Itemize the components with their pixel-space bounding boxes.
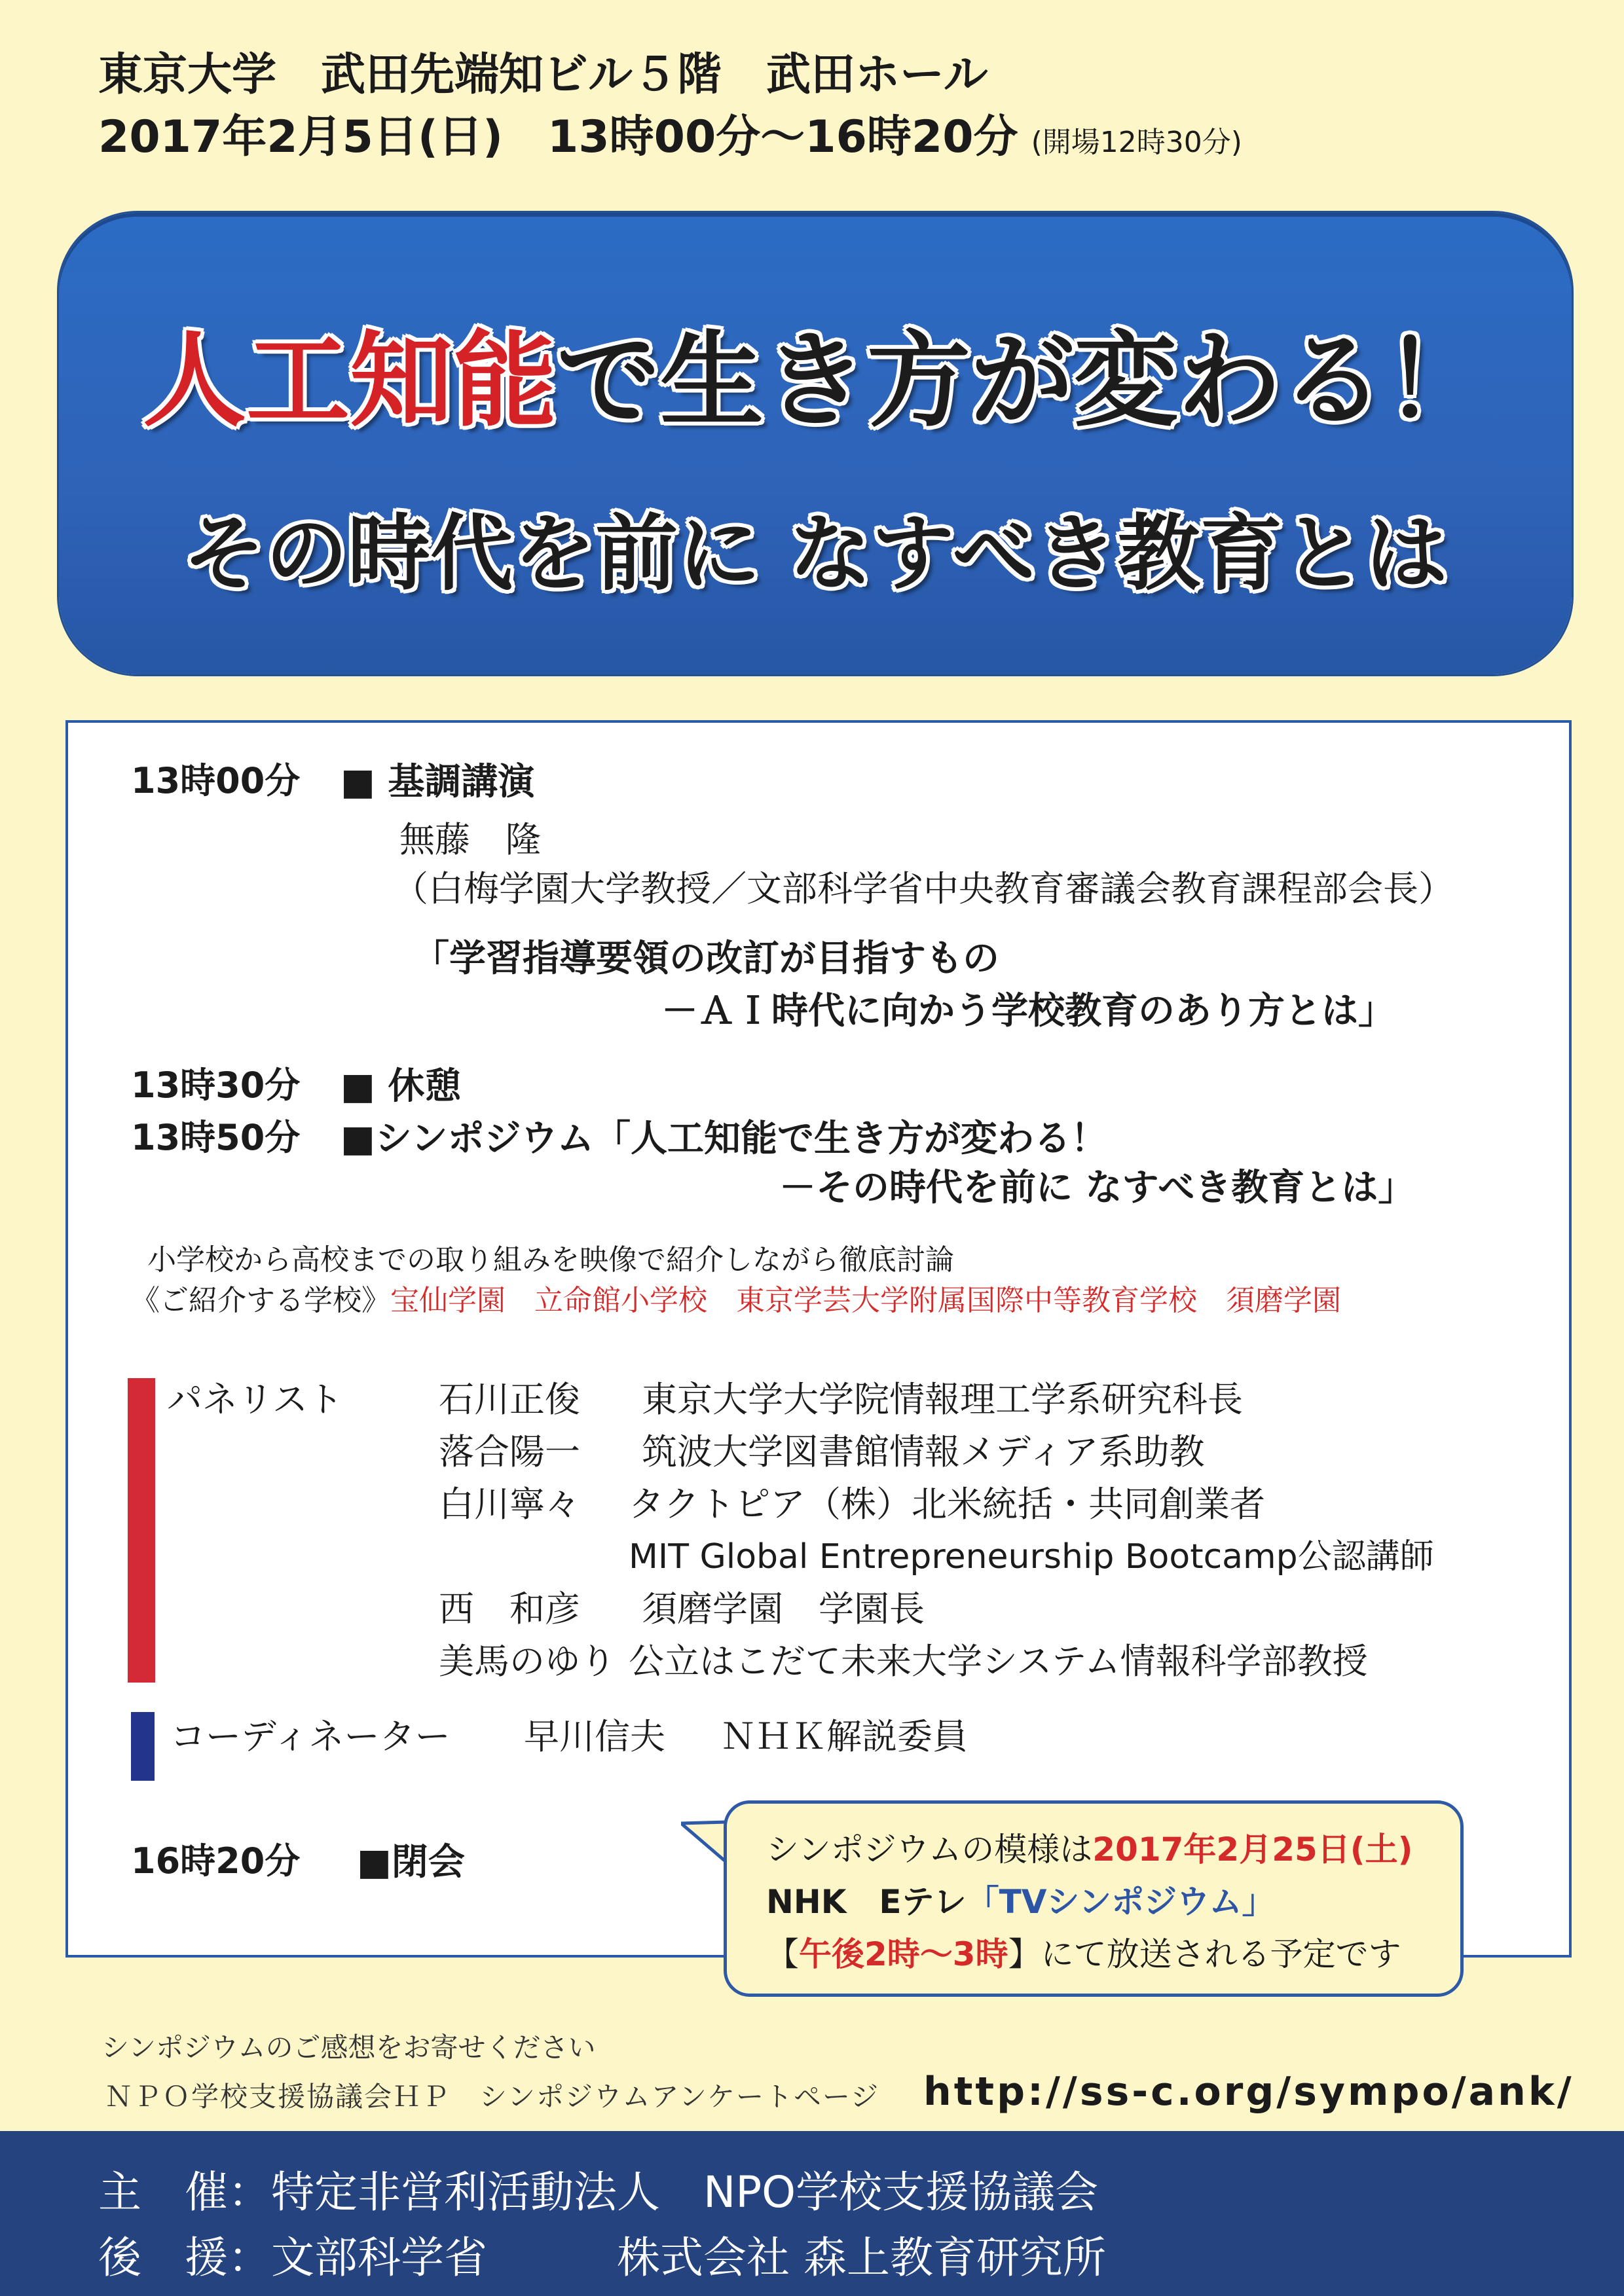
- broadcast-line-2: [766, 1876, 1275, 1923]
- broadcast-channel: NHK Eテレ: [766, 1883, 967, 1921]
- broadcast-intro: シンポジウムの模様は: [766, 1831, 1093, 1868]
- host-line: 主 催：特定非営利活動法人 NPO学校支援協議会: [98, 2167, 1099, 2217]
- coordinator-name: 早川信夫: [524, 1716, 665, 1757]
- date-heading: [98, 101, 1242, 165]
- title-rest: で生き方が変わる！: [557, 321, 1488, 441]
- keynote-lecture-title: 「学習指導要領の改訂が目指すもの: [413, 938, 999, 980]
- title-banner: [59, 213, 1572, 674]
- panelist-role: 筑波大学図書館情報メディア系助教: [642, 1431, 1205, 1472]
- symposium-time: 13時50分: [131, 1117, 301, 1158]
- panelist-name: 落合陽一: [439, 1431, 580, 1472]
- broadcast-schedule: 】にて放送される予定です: [1008, 1935, 1401, 1973]
- broadcast-time: 午後2時～3時: [799, 1935, 1008, 1973]
- panelist-role: MIT Global Entrepreneurship Bootcamp公認講師: [629, 1537, 1434, 1576]
- feedback-page: ＮＰＯ学校支援協議会ＨＰ シンポジウムアンケートページ: [105, 2081, 880, 2113]
- keynote-affiliation: （白梅学園大学教授／文部科学省中央教育審議会教育課程部会長）: [393, 868, 1454, 909]
- panelist-name: 美馬のゆり: [439, 1641, 616, 1682]
- panelist-name: 白川寧々: [439, 1484, 580, 1525]
- keynote-lecture-subtitle: －ＡＩ時代に向かう学校教育のあり方とは」: [661, 990, 1395, 1032]
- symposium-description: 小学校から高校までの取り組みを映像で紹介しながら徹底討論: [147, 1243, 954, 1277]
- broadcast-bubble: [724, 1800, 1464, 1997]
- panelist-name: 石川正俊: [439, 1379, 580, 1420]
- broadcast-bracket-open: 【: [766, 1935, 799, 1973]
- opening-time: (開場12時30分): [1031, 126, 1242, 159]
- keynote-speaker: 無藤 隆: [399, 819, 541, 860]
- event-datetime: 2017年2月5日(日) 13時00分～16時20分: [98, 111, 1018, 163]
- break-time: 13時30分: [131, 1065, 301, 1106]
- schools-label: 《ご紹介する学校》: [131, 1284, 390, 1317]
- title-highlight: 人工知能: [143, 321, 557, 441]
- coordinator-marker: [131, 1712, 155, 1781]
- schools-list: 宝仙学園 立命館小学校 東京学芸大学附属国際中等教育学校 須磨学園: [390, 1284, 1341, 1317]
- title-line-2: その時代を前に なすべき教育とは: [183, 505, 1448, 602]
- panelist-role: タクトピア（株）北米統括・共同創業者: [629, 1484, 1265, 1525]
- coordinator-role: ＮＨＫ解説委員: [720, 1716, 968, 1757]
- feedback-request: シンポジウムのご感想をお寄せください: [101, 2032, 596, 2064]
- schools-line: [131, 1277, 1341, 1319]
- keynote-label: ■ 基調講演: [341, 761, 535, 803]
- coordinator-label: コーディネーター: [170, 1716, 451, 1757]
- broadcast-line-1: [766, 1823, 1412, 1870]
- broadcast-date: 2017年2月25日(土): [1092, 1831, 1413, 1868]
- break-label: ■ 休憩: [341, 1065, 462, 1108]
- keynote-time: 13時00分: [131, 760, 301, 801]
- panelist-marker: [128, 1378, 155, 1683]
- closing-time: 16時20分: [131, 1840, 301, 1882]
- symposium-label: ■シンポジウム「人工知能で生き方が変わる！: [341, 1118, 1107, 1160]
- panelist-name: 西 和彦: [439, 1588, 580, 1630]
- support-line: 後 援：文部科学省 株式会社 森上教育研究所: [98, 2232, 1106, 2283]
- panelist-role: 公立はこだて未来大学システム情報科学部教授: [629, 1641, 1368, 1682]
- broadcast-program: 「TVシンポジウム」: [966, 1883, 1275, 1921]
- broadcast-line-3: [766, 1928, 1401, 1975]
- survey-url[interactable]: http://ss-c.org/sympo/ank/: [923, 2069, 1574, 2115]
- symposium-subtitle: －その時代を前に なすべき教育とは」: [779, 1167, 1415, 1209]
- venue-heading: 東京大学 武田先端知ビル５階 武田ホール: [98, 49, 988, 101]
- panelist-role: 須磨学園 学園長: [642, 1588, 925, 1630]
- closing-label: ■閉会: [357, 1841, 465, 1884]
- title-line-1: [59, 298, 1572, 446]
- panelist-role: 東京大学大学院情報理工学系研究科長: [642, 1379, 1243, 1420]
- organizer-footer: [0, 2131, 1624, 2296]
- panelists-label: パネリスト: [167, 1379, 343, 1420]
